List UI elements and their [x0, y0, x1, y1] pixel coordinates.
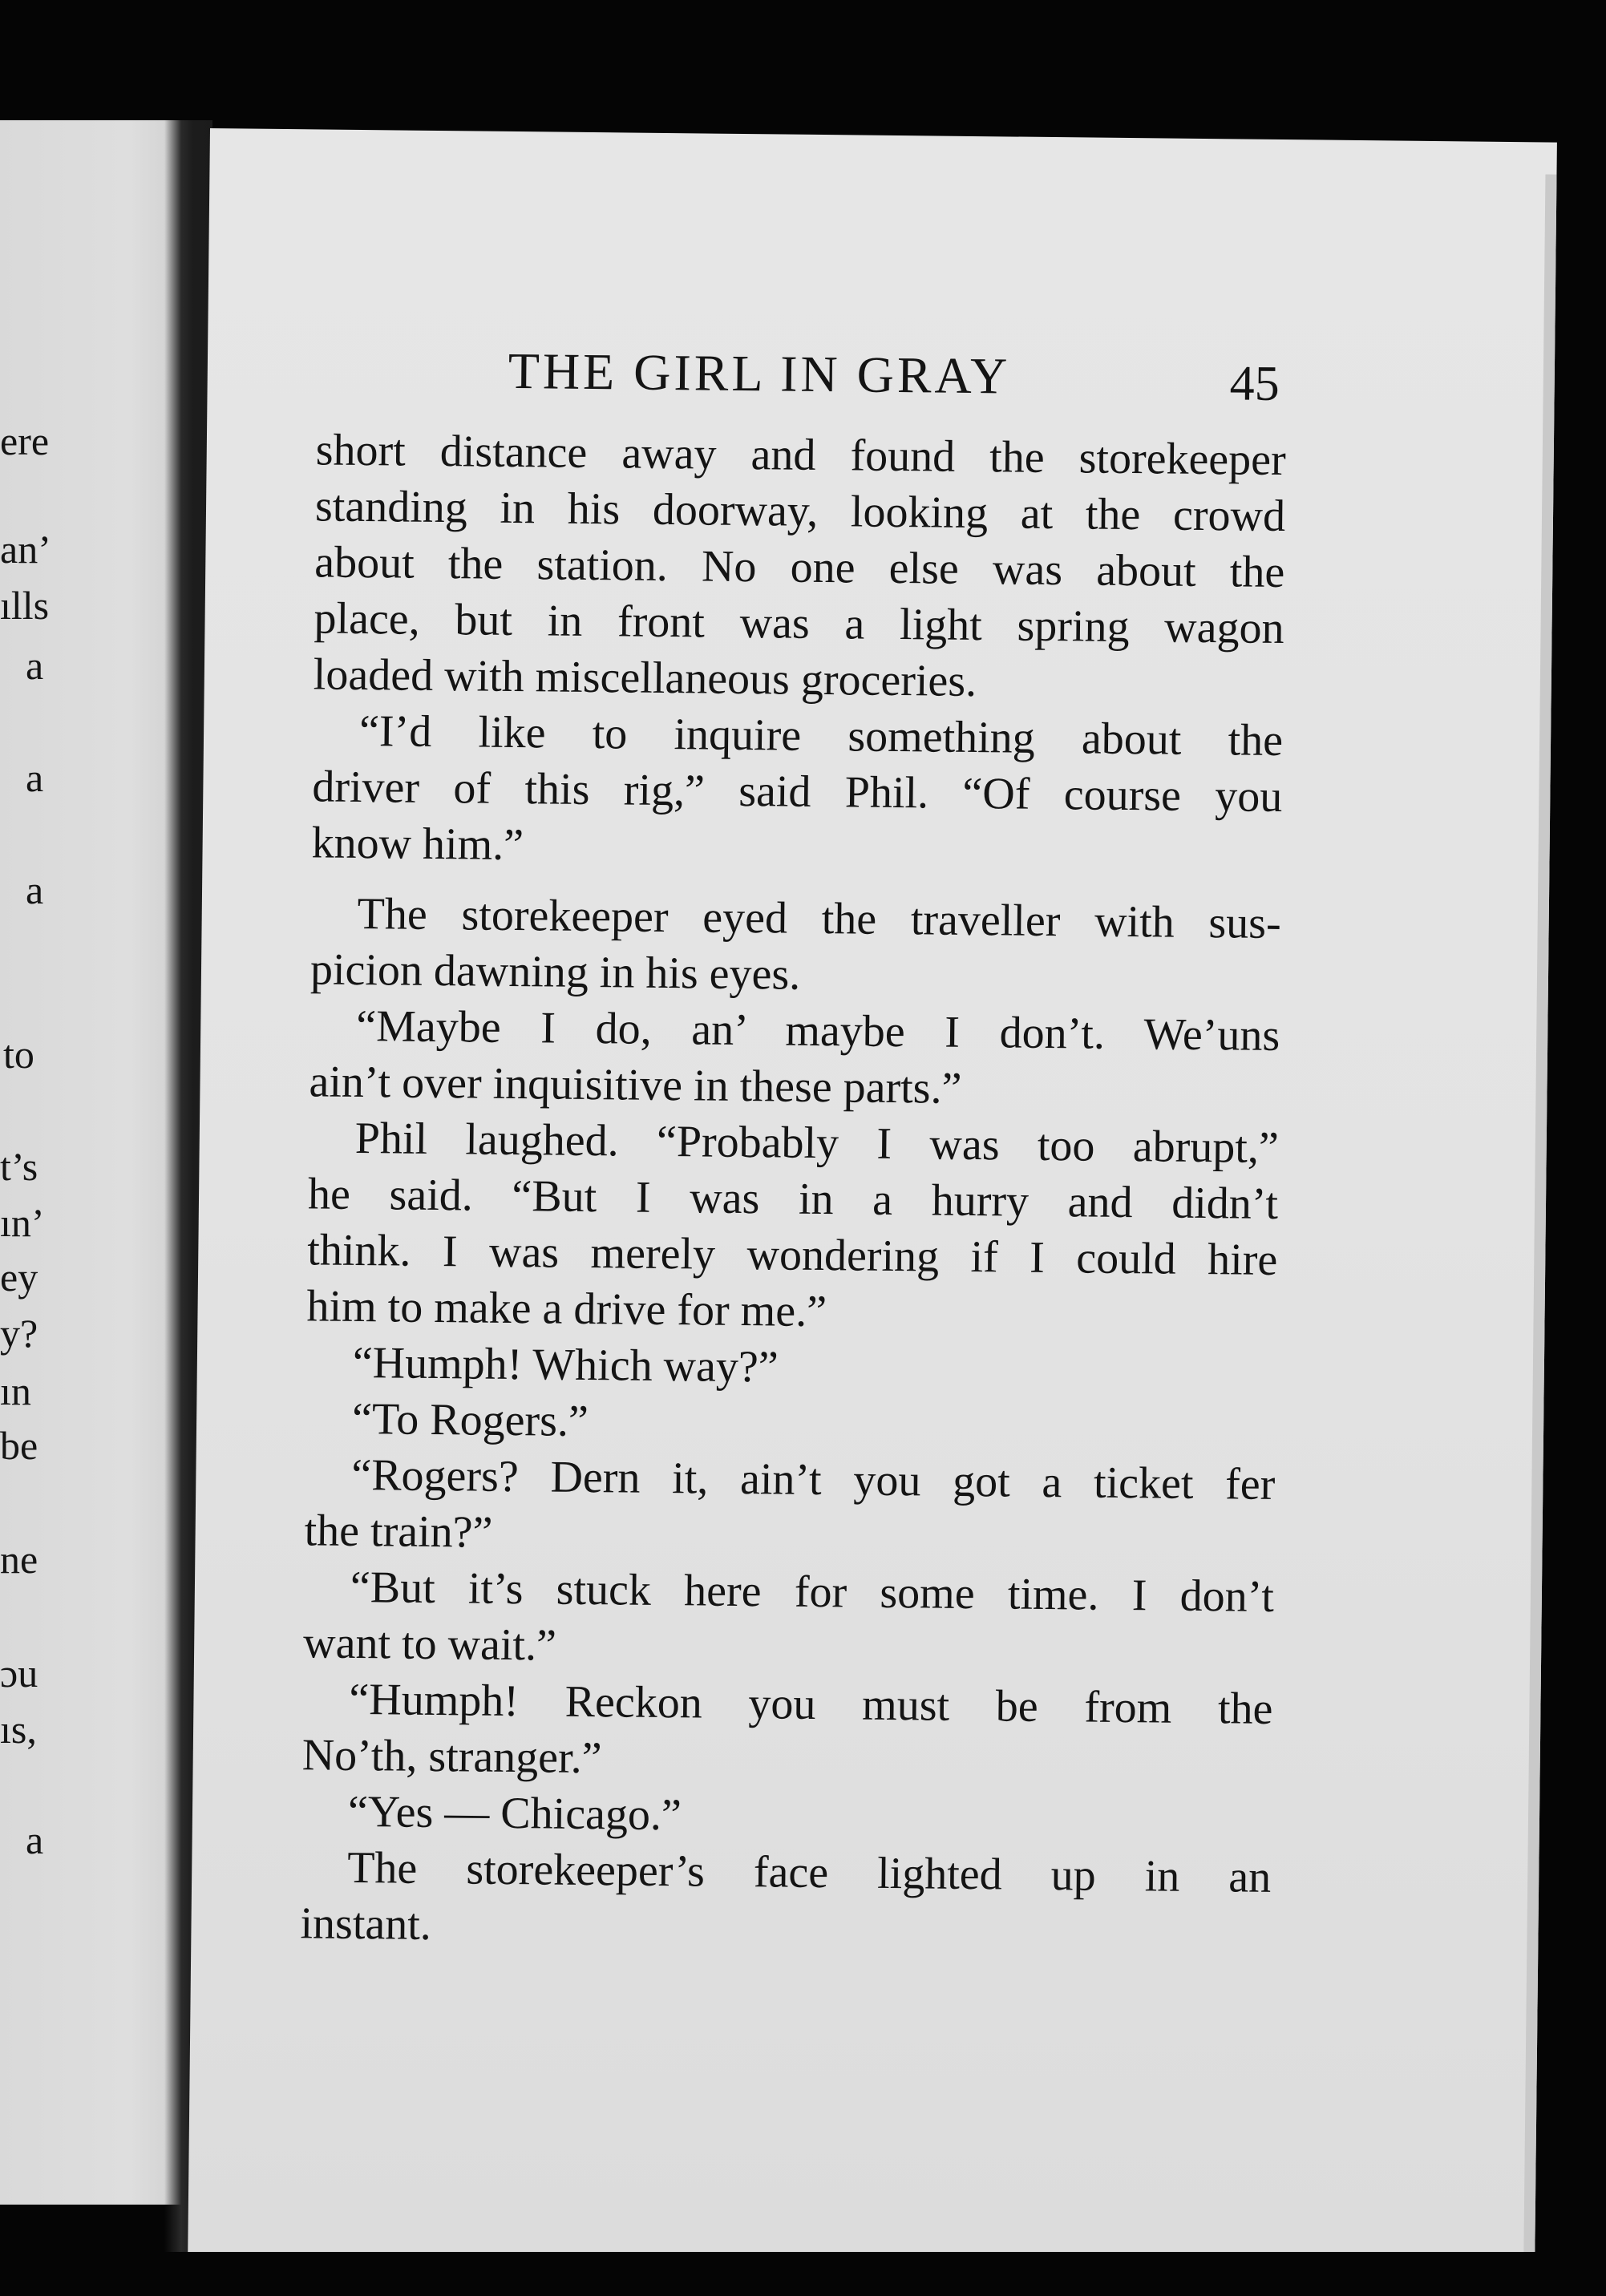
text-line: know him.”	[311, 818, 524, 871]
text-line: short distance away and found the storekeeper	[315, 425, 1287, 486]
fragment: an’	[0, 527, 51, 572]
fragment: a	[26, 1817, 44, 1862]
text-line: want to wait.”	[302, 1618, 557, 1671]
fragment: ılls	[0, 583, 50, 628]
text-line: think. I was merely wondering if I could hire	[307, 1225, 1278, 1286]
text-line: picion dawning in his eyes.	[309, 944, 801, 1000]
previous-page-text-fragments	[0, 120, 88, 2205]
text-line: about the station. No one else was about the	[314, 537, 1285, 598]
fragment: ın’	[0, 1200, 45, 1245]
text-line: the train?”	[304, 1506, 493, 1558]
text-line: loaded with miscellaneous groceries.	[313, 649, 977, 707]
text-line: place, but in front was a light spring wagon	[314, 593, 1284, 654]
body-text	[300, 422, 1286, 1962]
fragment: be	[0, 1423, 38, 1468]
fragment: t’s	[0, 1144, 38, 1189]
fragment: ın	[0, 1368, 31, 1413]
fragment: ɔu	[0, 1651, 38, 1696]
fragment: a	[26, 643, 44, 688]
text-line: “Humph! Which way?”	[352, 1337, 779, 1393]
fragment: ne	[0, 1537, 38, 1582]
fragment: to	[3, 1032, 34, 1077]
page-edge	[1523, 174, 1556, 2258]
fragment: ey	[0, 1255, 38, 1300]
text-line: ain’t over inquisitive in these parts.”	[309, 1057, 962, 1114]
text-line: “Rogers? Dern it, ain’t you got a ticket fer	[351, 1449, 1276, 1510]
text-line: “To Rogers.”	[351, 1393, 589, 1447]
text-line: The storekeeper eyed the traveller with sus-	[357, 888, 1282, 949]
fragment: ıs,	[0, 1707, 37, 1752]
fragment: a	[26, 755, 44, 800]
text-line: “Humph! Reckon you must be from the	[349, 1674, 1273, 1734]
scan-border	[0, 2252, 1606, 2296]
text-line: “I’d like to inquire something about the	[358, 705, 1284, 766]
text-line: “Yes — Chicago.”	[347, 1786, 682, 1841]
fragment: ere	[0, 418, 50, 463]
text-line: driver of this rig,” said Phil. “Of course you	[312, 762, 1283, 823]
text-line: Phil laughed. “Probably I was too abrupt,”	[354, 1113, 1280, 1174]
text-line: standing in his doorway, looking at the crowd	[314, 481, 1286, 542]
fragment: a	[26, 867, 44, 912]
fragment: y?	[0, 1311, 38, 1356]
text-line: instant.	[300, 1898, 432, 1950]
text-line: he said. “But I was in a hurry and didn’t	[307, 1169, 1279, 1230]
page-number: 45	[1229, 356, 1280, 411]
text-line: “Maybe I do, an’ maybe I don’t. We’uns	[355, 1000, 1280, 1061]
previous-page	[0, 120, 186, 2205]
book-page	[188, 128, 1557, 2274]
text-line: him to make a drive for me.”	[306, 1281, 827, 1337]
text-line: No’th, stranger.”	[301, 1730, 602, 1784]
text-line: The storekeeper’s face lighted up in an	[346, 1842, 1272, 1902]
running-head: THE GIRL IN GRAY	[508, 342, 1011, 405]
text-line: “But it’s stuck here for some time. I don’t	[350, 1562, 1275, 1622]
